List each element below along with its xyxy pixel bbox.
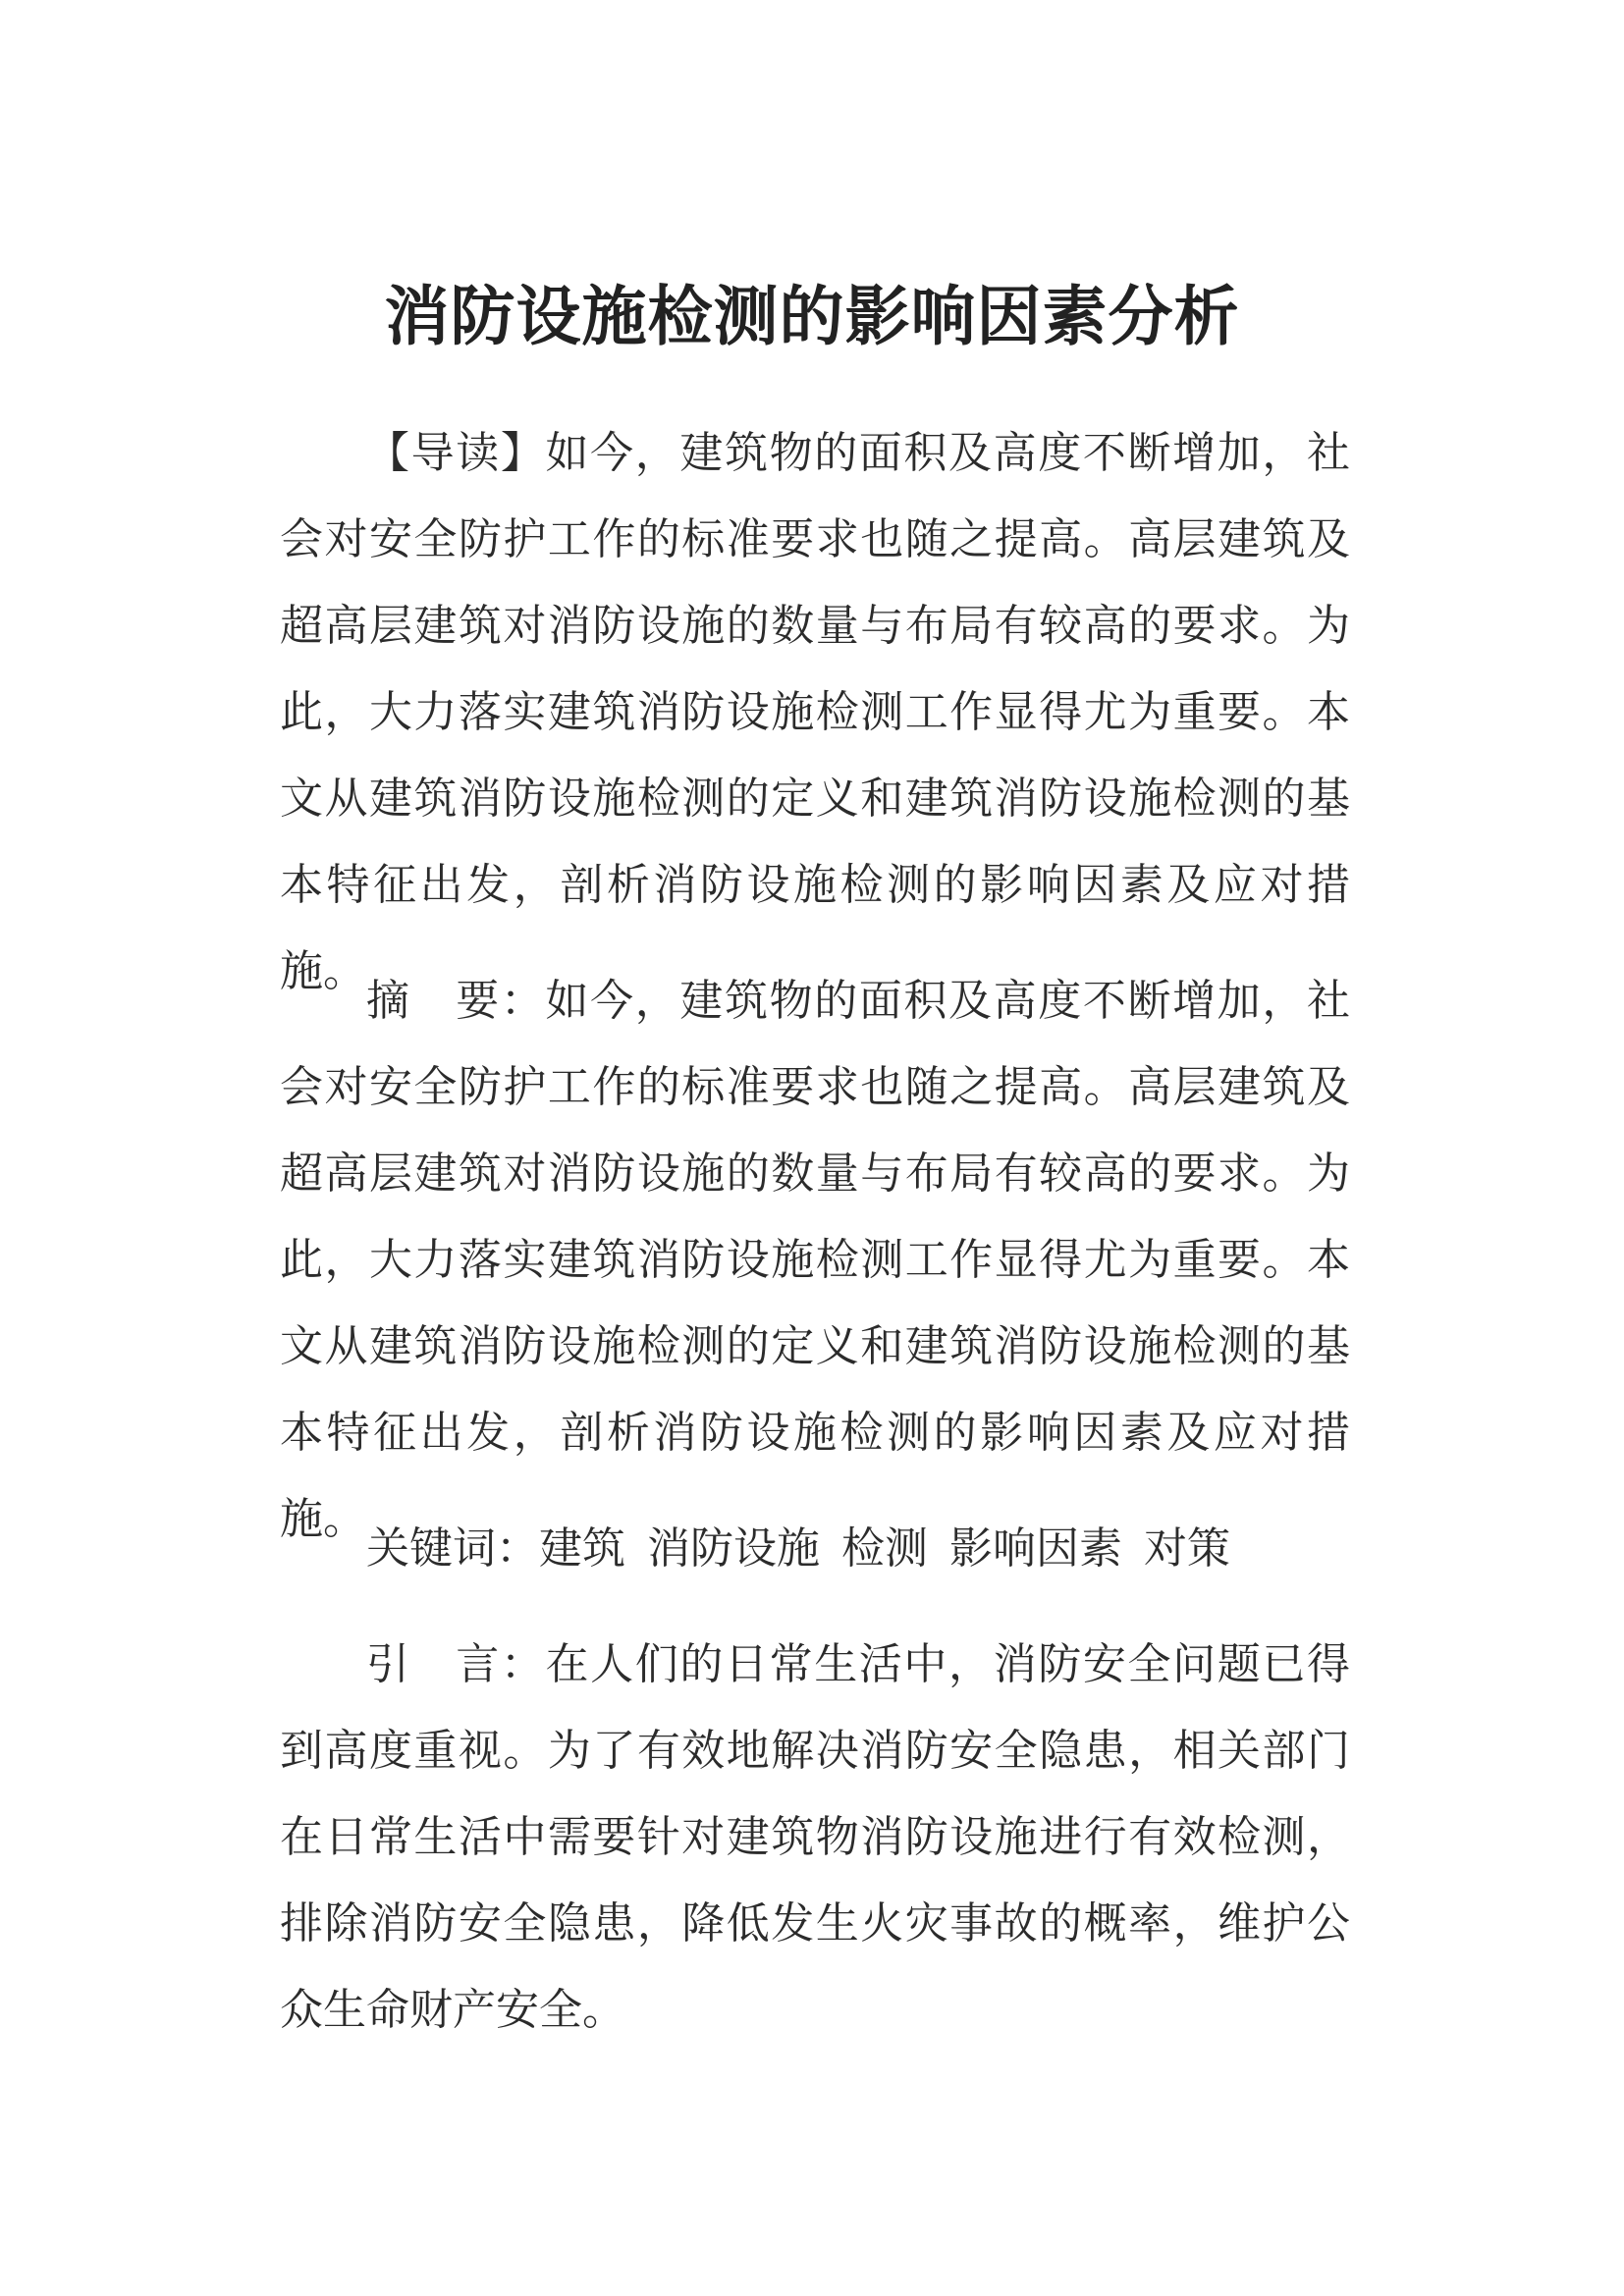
keyword-item: 检测 xyxy=(841,1523,928,1574)
keyword-item: 对策 xyxy=(1144,1523,1230,1574)
intro-paragraph: 【导读】如今，建筑物的面积及高度不断增加，社会对安全防护工作的标准要求也随之提高。高层建筑及超高层建筑对消防设施的数量与布局有较高的要求。为此，大力落实建筑消防设施检测工作显得尤为重要。本文从建筑消防设施检测的定义和建筑消防设施检测的基本特征出发，剖析消防设施检测的影响因素及应对措施。 xyxy=(280,428,1350,996)
keyword-item: 影响因素 xyxy=(949,1523,1122,1574)
keywords-line xyxy=(280,1506,1350,1592)
keywords-label: 关键词： xyxy=(366,1523,539,1574)
document-title: 消防设施检测的影响因素分析 xyxy=(384,279,1240,354)
abstract-paragraph: 摘 要：如今，建筑物的面积及高度不断增加，社会对安全防护工作的标准要求也随之提高。高层建筑及超高层建筑对消防设施的数量与布局有较高的要求。为此，大力落实建筑消防设施检测工作显得尤为重要。本文从建筑消防设施检测的定义和建筑消防设施检测的基本特征出发，剖析消防设施检测的影响因素及应对措施。 xyxy=(280,976,1350,1544)
keyword-item: 建筑 xyxy=(539,1523,625,1574)
keyword-item: 消防设施 xyxy=(647,1523,820,1574)
preface-paragraph: 引 言：在人们的日常生活中，消防安全问题已得到高度重视。为了有效地解决消防安全隐患，相关部门在日常生活中需要针对建筑物消防设施进行有效检测，排除消防安全隐患，降低发生火灾事故的概率，维护公众生命财产安全。 xyxy=(280,1639,1350,2035)
